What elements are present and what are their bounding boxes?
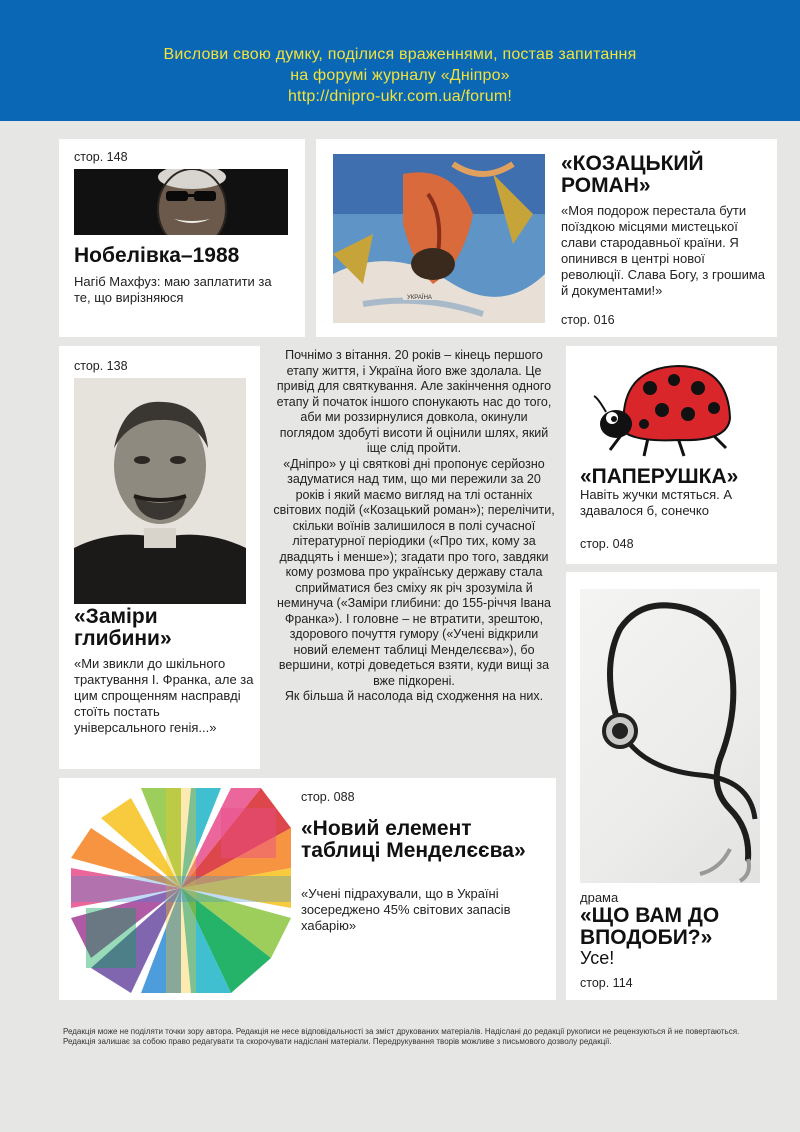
article-title: «Заміри глибини» (74, 605, 172, 650)
forum-link[interactable]: http://dnipro-ukr.com.ua/forum! (287, 88, 513, 105)
color-burst-art (71, 788, 291, 993)
article-card-paperushka[interactable] (566, 346, 777, 564)
article-card-nobel[interactable] (59, 139, 305, 337)
franko-portrait (74, 378, 246, 604)
page-number: стор. 088 (301, 790, 355, 804)
page-number: стор. 048 (580, 537, 634, 551)
genre-label: драма (580, 890, 619, 905)
editorial-disclaimer: Редакція може не поділяти точки зору автора. Редакція не несе відповідальності за зміст друкованих матеріалів. Надіслані до редакції рукописи не рецензуються й не повертаються. Редакція залишає за собою право редагувати та скорочувати надіслані матеріали. Передрукування творів можливе з письмового дозволу редакції. (63, 1027, 740, 1046)
article-teaser: «Моя подорож перестала бути поїздкою місцями мистецької слави стародавньої країни. Я опинився в центрі нової революції. Слава Богу, з грошима й документами!» (561, 203, 766, 298)
article-title: «КОЗАЦЬКИЙ РОМАН» (561, 152, 704, 197)
kozak-painting (333, 154, 545, 323)
forum-banner (0, 0, 800, 121)
editorial-paragraph-3: Як більша й насолода від сходження на них. (284, 689, 544, 703)
article-teaser: Навіть жучки мстяться. А здавалося б, сонечко (580, 487, 733, 518)
banner-line-1: Вислови свою думку, поділися враженнями, постав запитання (163, 46, 637, 63)
article-card-franko[interactable] (59, 346, 260, 769)
article-title: Нобелівка–1988 (74, 244, 240, 267)
editorial-text (272, 348, 556, 705)
page-number: стор. 114 (580, 976, 633, 990)
article-teaser: «Ми звикли до шкільного трактування І. Франка, але за цим спрощенням насправді стоїть постать універсального генія...» (74, 656, 254, 735)
article-card-drama[interactable] (566, 572, 777, 1000)
article-title: «Новий елемент таблиці Менделєєва» (301, 817, 526, 862)
article-title: «ЩО ВАМ ДО ВПОДОБИ?» (580, 904, 720, 949)
painting-caption: УКРАЇНА (407, 295, 432, 301)
editorial-paragraph-2: «Дніпро» у ці святкові дні пропонує серйозно задуматися над тим, що ми пережили за 20 років і який маємо вигляд на тлі останніх світових подій («Козацький роман»); перелічити, скільки воїнів залишилося в полі сучасної літературної періодики («Про тих, кому за двадцять і менше»); згадати про того, завдяки кому розмова про українську державу стала сприйматися без сміху як річ зрозуміла й неминуча («Заміри глибини: до 155-річчя Івана Франка»). І головне – не втратити, зрештою, здорового почуття гумору («Учені відкрили новий елемент таблиці Менделєєва»), бо вершини, котрі доведеться взяти, куди вищі за вже підкорені. (273, 456, 555, 688)
page-number: стор. 016 (561, 313, 615, 327)
page-number: стор. 148 (74, 150, 128, 164)
page-number: стор. 138 (74, 359, 128, 373)
article-title: «ПАПЕРУШКА» (580, 465, 739, 488)
article-teaser: Нагіб Махфуз: маю заплатити за те, що вирізняюся (74, 274, 272, 305)
mahfouz-photo (74, 169, 288, 235)
ladybug-icon (588, 358, 738, 458)
article-card-kozak[interactable] (316, 139, 777, 337)
banner-line-2: на форумі журналу «Дніпро» (290, 67, 510, 84)
article-card-mendeleev[interactable] (59, 778, 556, 1000)
article-teaser: «Учені підрахували, що в Україні зосереджено 45% світових запасів хабарію» (301, 886, 511, 933)
stethoscope-image (580, 589, 760, 883)
editorial-paragraph-1: Почнімо з вітання. 20 років – кінець першого етапу життя, і Україна його вже здолала. Це привід для святкування. Але закінчення одного етапу й початок іншого спонукають нас до того, аби ми роззирнулися довкола, окинули поглядом здобуті висоти й оцінили шлях, який іще слід пройти. (276, 348, 552, 455)
article-subtitle: Усе! (580, 948, 615, 968)
